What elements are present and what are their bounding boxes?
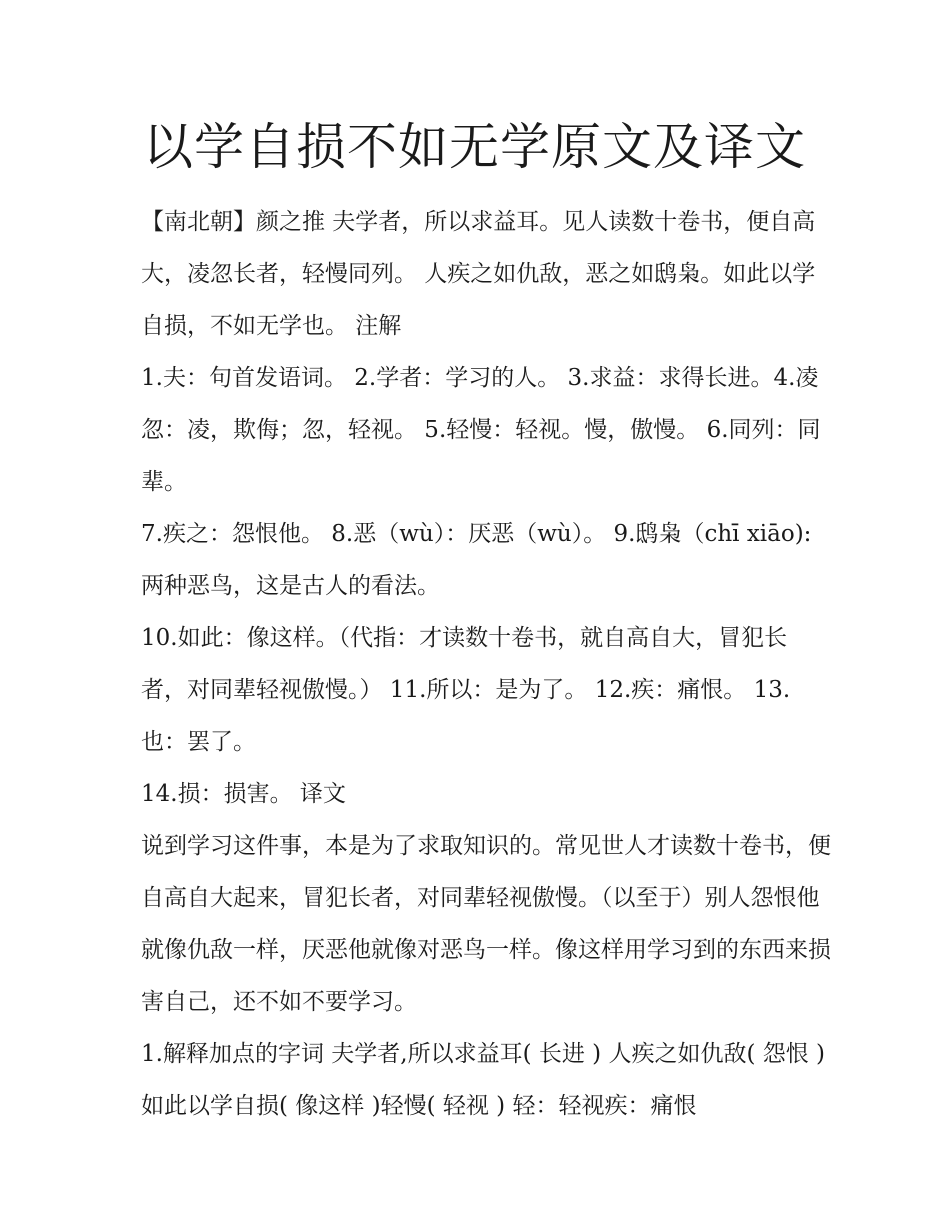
paragraph-notes-7-9: 7.疾之：怨恨他。 8.恶（wù）：厌恶（wù）。 9.鸱枭（chī xiāo):两种恶鸟，这是古人的看法。 <box>141 521 812 599</box>
paragraph-notes-10-13: 10.如此：像这样。（代指：才读数十卷书，就自高自大，冒犯长者，对同辈轻视傲慢。） 11.所以：是为了。 12.疾：痛恨。 13.也：罢了。 <box>141 625 791 755</box>
paragraph-original-text: 【南北朝】颜之推 夫学者，所以求益耳。见人读数十卷书，便自高大，凌忽长者，轻慢同列。 人疾之如仇敌，恶之如鸱枭。如此以学自损，不如无学也。 注解 <box>141 209 816 339</box>
paragraph-notes-1-6: 1.夫：句首发语词。 2.学者：学习的人。 3.求益：求得长进。4.凌忽：凌，欺侮；忽，轻视。 5.轻慢：轻视。慢，傲慢。 6.同列：同辈。 <box>141 365 821 495</box>
document-title: 以学自损不如无学原文及译文 <box>143 118 806 176</box>
document-body <box>141 196 831 1132</box>
paragraph-exercise: 1.解释加点的字词 夫学者,所以求益耳( 长进 ) 人疾之如仇敌( 怨恨 ) 如此以学自损( 像这样 )轻慢( 轻视 ) 轻：轻视疾：痛恨 <box>141 1041 826 1119</box>
paragraph-translation: 说到学习这件事，本是为了求取知识的。常见世人才读数十卷书，便自高自大起来，冒犯长者，对同辈轻视傲慢。（以至于）别人怨恨他就像仇敌一样，厌恶他就像对恶鸟一样。像这样用学习到的东西来损害自己，还不如不要学习。 <box>141 833 831 1015</box>
paragraph-notes-14: 14.损：损害。 译文 <box>141 781 346 807</box>
